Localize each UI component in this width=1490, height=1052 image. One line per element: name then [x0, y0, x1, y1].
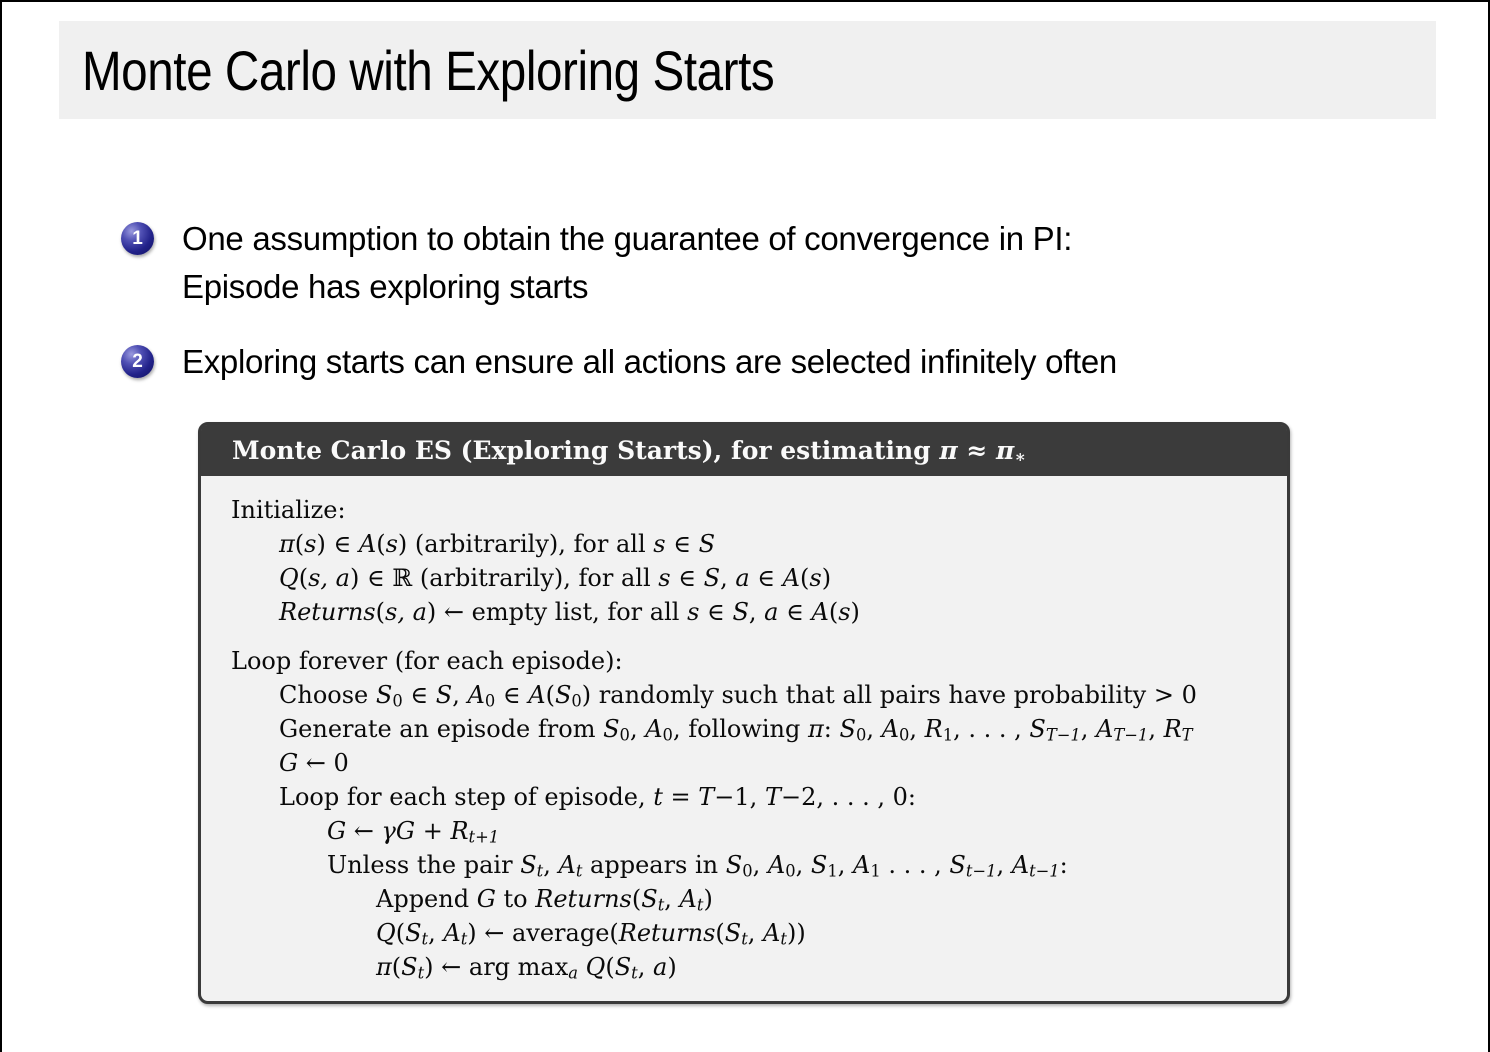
text-segment: γG [381, 817, 416, 845]
text-segment: , [428, 919, 444, 947]
text-segment: ( [376, 530, 386, 558]
bullet-item [121, 215, 1466, 311]
text-segment: a [764, 598, 779, 626]
bullet-number-ball: 1 [121, 222, 154, 255]
bullet-number-ball: 2 [121, 345, 154, 378]
text-segment: + [415, 817, 451, 845]
text-segment: s, a [385, 598, 427, 626]
text-segment: S [603, 715, 620, 743]
text-segment: s [653, 530, 666, 558]
text-segment: T [1181, 725, 1193, 745]
text-segment: T [698, 783, 715, 811]
text-segment: ∈ [402, 681, 436, 709]
text-segment: : [823, 715, 840, 743]
text-segment: t [653, 783, 663, 811]
text-segment: −1, [714, 783, 765, 811]
text-segment: ∗ [1014, 447, 1027, 468]
text-segment: Unless the pair [327, 851, 521, 879]
text-segment: 0 [855, 725, 867, 745]
text-segment: t [631, 963, 638, 983]
bullet-line: Episode has exploring starts [182, 268, 589, 305]
text-segment: Q [585, 953, 606, 981]
text-segment: s [385, 530, 398, 558]
text-segment: A [767, 851, 786, 879]
text-segment: ) ∈ [316, 530, 359, 558]
text-segment: Returns [535, 885, 632, 913]
text-segment: ( [828, 598, 839, 626]
algo-line [279, 746, 1279, 780]
text-segment: t [741, 929, 748, 949]
text-segment: S [375, 681, 393, 709]
text-segment: S [614, 953, 632, 981]
text-segment: , [543, 851, 559, 879]
text-segment: s [658, 564, 671, 592]
text-segment: )) [786, 919, 806, 947]
text-segment: ∈ [749, 564, 783, 592]
text-segment: t−1 [965, 861, 997, 881]
text-segment: S [401, 953, 418, 981]
text-segment: ( [800, 564, 810, 592]
text-segment: , [664, 885, 680, 913]
algorithm-header-text [232, 436, 1027, 468]
text-segment: ( [298, 564, 309, 592]
text-segment: S [554, 681, 572, 709]
text-segment: −2, . . . , 0: [780, 783, 916, 811]
text-segment: t [696, 895, 704, 915]
text-segment: S [725, 851, 743, 879]
text-segment: R [924, 715, 943, 743]
bullet-line: One assumption to obtain the guarantee of convergence in PI: [182, 220, 1073, 257]
text-segment: π [279, 530, 295, 558]
text-segment: t [657, 895, 665, 915]
text-segment: ← 0 [298, 749, 349, 777]
text-segment: S [810, 851, 828, 879]
algo-line [376, 882, 1279, 916]
bullet-line: Exploring starts can ensure all actions are selected infinitely often [182, 343, 1117, 380]
text-segment: , [752, 851, 768, 879]
text-segment: S [1029, 715, 1046, 743]
text-segment: , [452, 681, 468, 709]
bullet-item [121, 338, 1466, 386]
algorithm-body [201, 476, 1287, 1004]
text-segment: s [838, 598, 851, 626]
title-bar [59, 21, 1436, 119]
text-segment: S [949, 851, 966, 879]
text-segment: S [732, 598, 749, 626]
text-segment: s [809, 564, 822, 592]
text-segment: ∈ [670, 564, 704, 592]
text-segment: 1 [870, 861, 881, 881]
algo-line [279, 595, 1279, 629]
text-segment: S [839, 715, 856, 743]
text-segment: G [327, 817, 347, 845]
text-segment: A [358, 530, 377, 558]
algorithm-header [201, 425, 1287, 476]
text-segment: ( [715, 919, 725, 947]
text-segment: t [780, 929, 787, 949]
text-segment: t [536, 861, 544, 881]
text-segment: , [795, 851, 811, 879]
text-segment: 0 [785, 861, 796, 881]
text-segment: A [1096, 715, 1114, 743]
text-segment: Loop forever (for each episode): [231, 647, 623, 675]
text-segment: T−1 [1045, 725, 1081, 745]
text-segment: S [405, 919, 422, 947]
bullet-text [182, 215, 1072, 311]
text-segment: S [641, 885, 658, 913]
text-segment: Returns [618, 919, 716, 947]
text-segment: ) (arbitrarily), for all [397, 530, 654, 558]
algo-line [231, 493, 1279, 527]
text-segment: , [629, 715, 646, 743]
text-segment: ) ← empty list, for all [426, 598, 688, 626]
algo-line [279, 780, 1279, 814]
text-segment: ( [545, 681, 555, 709]
text-segment: Generate an episode from [279, 715, 604, 743]
algo-line [376, 950, 1279, 984]
text-segment: ∈ [699, 598, 733, 626]
text-segment: ) ← arg max [424, 953, 569, 981]
algo-line [279, 561, 1279, 595]
text-segment: ≈ [957, 436, 996, 465]
text-segment: T−1 [1113, 725, 1149, 745]
text-segment: ( [294, 530, 305, 558]
text-segment: , [747, 919, 764, 947]
text-segment: . . . , [880, 851, 950, 879]
text-segment: a [653, 953, 668, 981]
text-segment: ∈ [495, 681, 529, 709]
text-segment: , [1148, 715, 1164, 743]
text-segment: A [443, 919, 461, 947]
text-segment: , [748, 598, 765, 626]
text-segment: , [637, 953, 653, 981]
text-segment: A [467, 681, 485, 709]
text-segment: 0 [484, 691, 496, 711]
text-segment: Monte Carlo ES (Exploring Starts), for estimating [232, 436, 940, 465]
text-segment: A [782, 564, 801, 592]
text-segment: t [421, 929, 429, 949]
bullet-text [182, 338, 1117, 386]
text-segment: ) ∈ ℝ (arbitrarily), for all [349, 564, 659, 592]
text-segment: T [764, 783, 781, 811]
text-segment: π [376, 953, 392, 981]
text-segment: s, a [308, 564, 350, 592]
text-segment: , following [672, 715, 808, 743]
algo-line [327, 848, 1279, 882]
text-segment: Q [279, 564, 299, 592]
text-segment: A [1011, 851, 1030, 879]
page-title: Monte Carlo with Exploring Starts [81, 38, 775, 102]
text-segment: to [495, 885, 536, 913]
text-segment: ( [395, 919, 406, 947]
text-segment: A [763, 919, 781, 947]
text-segment: S [698, 530, 716, 558]
algo-line [376, 916, 1279, 950]
text-segment: Initialize: [231, 496, 346, 524]
text-segment [578, 953, 586, 981]
text-segment: A [811, 598, 829, 626]
text-segment: A [679, 885, 697, 913]
text-segment: ∈ [665, 530, 699, 558]
algorithm-box [198, 422, 1290, 1004]
algo-line [279, 712, 1279, 746]
text-segment: , [1080, 715, 1097, 743]
text-segment: 0 [392, 691, 403, 711]
text-segment: t [460, 929, 468, 949]
text-segment: ) randomly such that all pairs have probability > 0 [581, 681, 1197, 709]
text-segment: ) [667, 953, 677, 981]
text-segment: Choose [279, 681, 376, 709]
text-segment: S [435, 681, 453, 709]
text-segment: t [417, 963, 425, 983]
text-segment: ( [375, 598, 385, 626]
text-segment: A [881, 715, 899, 743]
text-segment: a [568, 963, 579, 983]
text-segment: , [909, 715, 925, 743]
text-segment: S [724, 919, 742, 947]
text-segment: s [687, 598, 700, 626]
text-segment: G [279, 749, 299, 777]
text-segment: A [645, 715, 663, 743]
text-segment: ← [346, 817, 382, 845]
text-segment: ) [850, 598, 860, 626]
text-segment: appears in [582, 851, 726, 879]
text-segment: , [866, 715, 882, 743]
text-segment: a [735, 564, 750, 592]
text-segment: ( [631, 885, 642, 913]
text-segment: A [558, 851, 576, 879]
text-segment: : [1059, 851, 1068, 879]
text-segment: Returns [279, 598, 376, 626]
text-segment: A [528, 681, 546, 709]
text-segment: 1 [942, 725, 954, 745]
text-segment: R [450, 817, 469, 845]
text-segment: 0 [662, 725, 673, 745]
algo-line [279, 678, 1279, 712]
text-segment: ( [391, 953, 402, 981]
text-segment: π [939, 436, 958, 465]
text-segment: Append [376, 885, 477, 913]
text-segment: s [304, 530, 317, 558]
text-segment: A [852, 851, 871, 879]
text-segment: 0 [898, 725, 910, 745]
text-segment: R [1163, 715, 1182, 743]
text-segment: G [476, 885, 496, 913]
text-segment: ) [703, 885, 713, 913]
text-segment: ∈ [778, 598, 812, 626]
text-segment: ( [605, 953, 615, 981]
text-segment: Q [376, 919, 396, 947]
text-segment: 1 [827, 861, 838, 881]
text-segment: , [720, 564, 736, 592]
text-segment: ) ← average( [467, 919, 619, 947]
text-segment: ) [821, 564, 832, 592]
text-segment: , [996, 851, 1012, 879]
text-segment: 0 [742, 861, 753, 881]
text-segment: = [662, 783, 699, 811]
text-segment: S [520, 851, 537, 879]
text-segment: π [808, 715, 824, 743]
text-segment: S [703, 564, 721, 592]
text-segment: , . . . , [953, 715, 1030, 743]
text-segment: t [575, 861, 583, 881]
text-segment: 0 [571, 691, 582, 711]
text-segment: Loop for each step of episode, [279, 783, 654, 811]
text-segment: , [837, 851, 853, 879]
algo-line [279, 527, 1279, 561]
algo-line [327, 814, 1279, 848]
bullet-list [121, 215, 1466, 413]
algo-line [231, 644, 1279, 678]
text-segment: 0 [619, 725, 630, 745]
text-segment: t+1 [468, 827, 500, 847]
text-segment: π [996, 436, 1015, 465]
text-segment: t−1 [1029, 861, 1060, 881]
